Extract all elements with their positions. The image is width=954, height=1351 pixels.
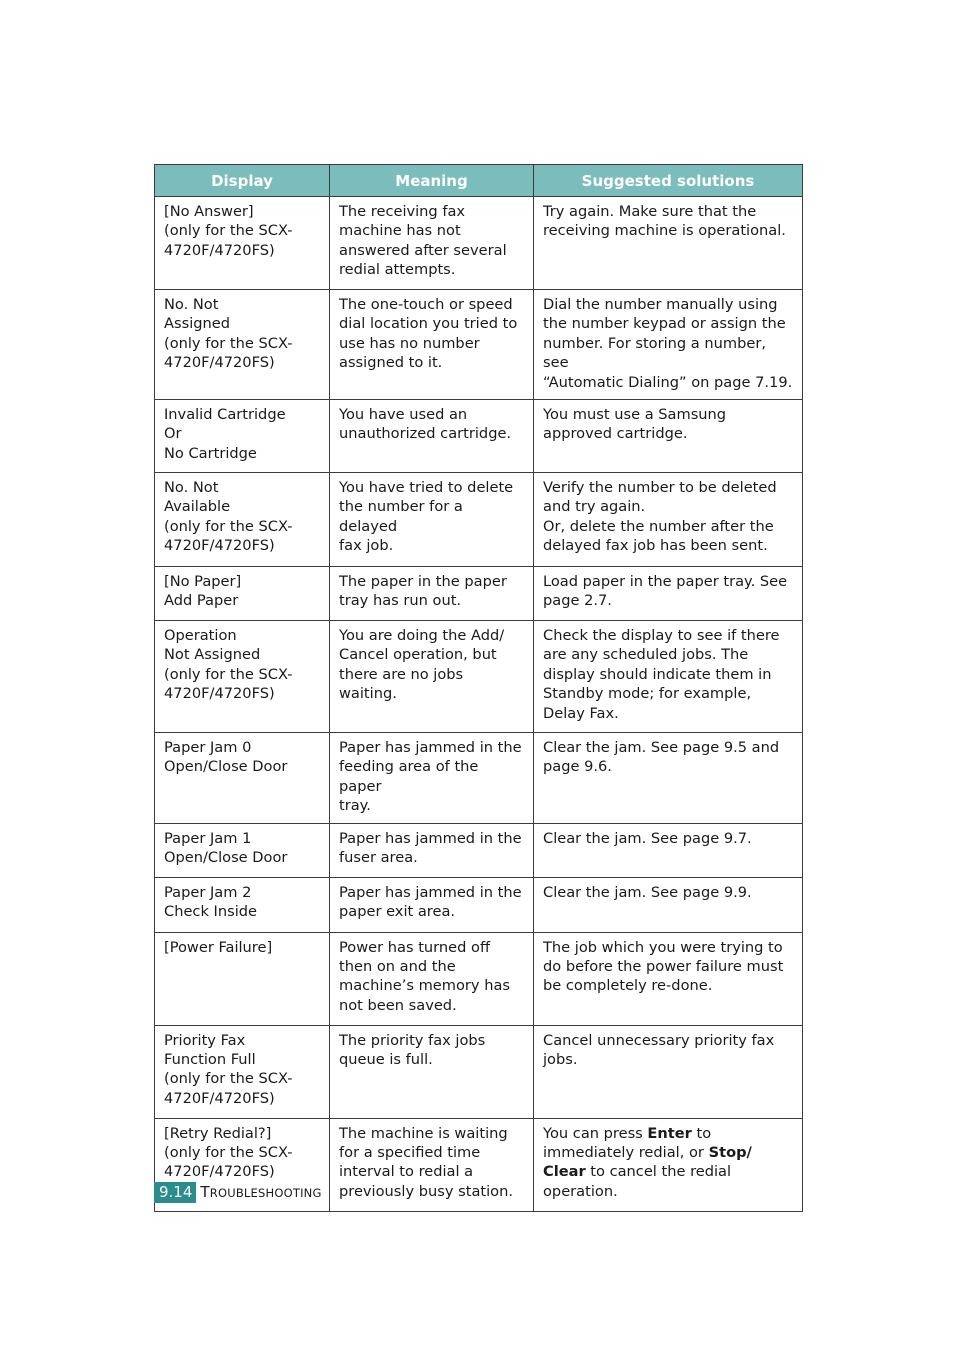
meaning-cell: The receiving fax machine has not answered after several redial attempts. — [330, 197, 534, 290]
solution-cell: Check the display to see if there are any scheduled jobs. The display should indicate them in Standby mode; for example, Delay Fax. — [534, 621, 803, 733]
display-cell: No. Not Assigned (only for the SCX- 4720F/4720FS) — [155, 290, 330, 400]
solution-cell: Verify the number to be deleted and try again. Or, delete the number after the delayed fax job has been sent. — [534, 473, 803, 567]
display-cell: Operation Not Assigned (only for the SCX- 4720F/4720FS) — [155, 621, 330, 733]
table-row — [155, 197, 803, 290]
page-footer — [154, 1181, 322, 1203]
meaning-cell: The one-touch or speed dial location you tried to use has no number assigned to it. — [330, 290, 534, 400]
table-row — [155, 1025, 803, 1118]
display-cell: No. Not Available (only for the SCX- 4720F/4720FS) — [155, 473, 330, 567]
display-cell: [Retry Redial?] (only for the SCX- 4720F/4720FS) — [155, 1118, 330, 1211]
table-row — [155, 877, 803, 932]
column-header-solutions: Suggested solutions — [534, 165, 803, 197]
solution-cell: The job which you were trying to do before the power failure must be completely re-done. — [534, 932, 803, 1025]
solution-cell: Dial the number manually using the number keypad or assign the number. For storing a number, see “Automatic Dialing” on page 7.19. — [534, 290, 803, 400]
table-row — [155, 473, 803, 567]
meaning-cell: Paper has jammed in the fuser area. — [330, 823, 534, 877]
column-header-display: Display — [155, 165, 330, 197]
meaning-cell: Paper has jammed in the paper exit area. — [330, 877, 534, 932]
table-row — [155, 567, 803, 621]
meaning-cell: The machine is waiting for a specified time interval to redial a previously busy station. — [330, 1118, 534, 1211]
meaning-cell: You have used an unauthorized cartridge. — [330, 400, 534, 473]
display-cell: [No Answer] (only for the SCX- 4720F/4720FS) — [155, 197, 330, 290]
enter-key-label: Enter — [647, 1124, 692, 1142]
page-number: 9.14 — [154, 1182, 196, 1203]
meaning-cell: Paper has jammed in the feeding area of the paper tray. — [330, 733, 534, 824]
section-rest: ROUBLESHOOTING — [209, 1186, 322, 1200]
meaning-cell: You have tried to delete the number for a delayed fax job. — [330, 473, 534, 567]
solution-text: to cancel the redial operation. — [543, 1163, 732, 1200]
solution-text: to immediately redial, or — [543, 1124, 712, 1162]
section-initial: T — [200, 1183, 210, 1201]
solution-cell: Cancel unnecessary priority fax jobs. — [534, 1025, 803, 1118]
meaning-cell: You are doing the Add/ Cancel operation, but there are no jobs waiting. — [330, 621, 534, 733]
column-header-meaning: Meaning — [330, 165, 534, 197]
table-row — [155, 621, 803, 733]
stop-clear-key-label: Stop/ Clear — [543, 1144, 752, 1181]
solution-cell: Clear the jam. See page 9.9. — [534, 877, 803, 932]
solution-cell: Clear the jam. See page 9.5 and page 9.6. — [534, 733, 803, 824]
solution-text: You can press — [543, 1124, 648, 1142]
meaning-cell: The priority fax jobs queue is full. — [330, 1025, 534, 1118]
display-cell: Paper Jam 0 Open/Close Door — [155, 733, 330, 824]
meaning-cell: The paper in the paper tray has run out. — [330, 567, 534, 621]
display-cell: Paper Jam 2 Check Inside — [155, 877, 330, 932]
table-row — [155, 400, 803, 473]
display-cell: [No Paper] Add Paper — [155, 567, 330, 621]
section-title — [200, 1183, 321, 1201]
table-row — [155, 733, 803, 824]
display-cell: [Power Failure] — [155, 932, 330, 1025]
solution-cell: You must use a Samsung approved cartridge. — [534, 400, 803, 473]
troubleshooting-table — [154, 164, 803, 1212]
display-cell: Paper Jam 1 Open/Close Door — [155, 823, 330, 877]
solution-cell: Try again. Make sure that the receiving machine is operational. — [534, 197, 803, 290]
table-row — [155, 290, 803, 400]
solution-cell — [534, 1118, 803, 1211]
table-row — [155, 823, 803, 877]
table-header-row — [155, 165, 803, 197]
display-cell: Invalid Cartridge Or No Cartridge — [155, 400, 330, 473]
solution-cell: Load paper in the paper tray. See page 2.7. — [534, 567, 803, 621]
table-row — [155, 932, 803, 1025]
display-cell: Priority Fax Function Full (only for the SCX- 4720F/4720FS) — [155, 1025, 330, 1118]
solution-cell: Clear the jam. See page 9.7. — [534, 823, 803, 877]
meaning-cell: Power has turned off then on and the machine’s memory has not been saved. — [330, 932, 534, 1025]
